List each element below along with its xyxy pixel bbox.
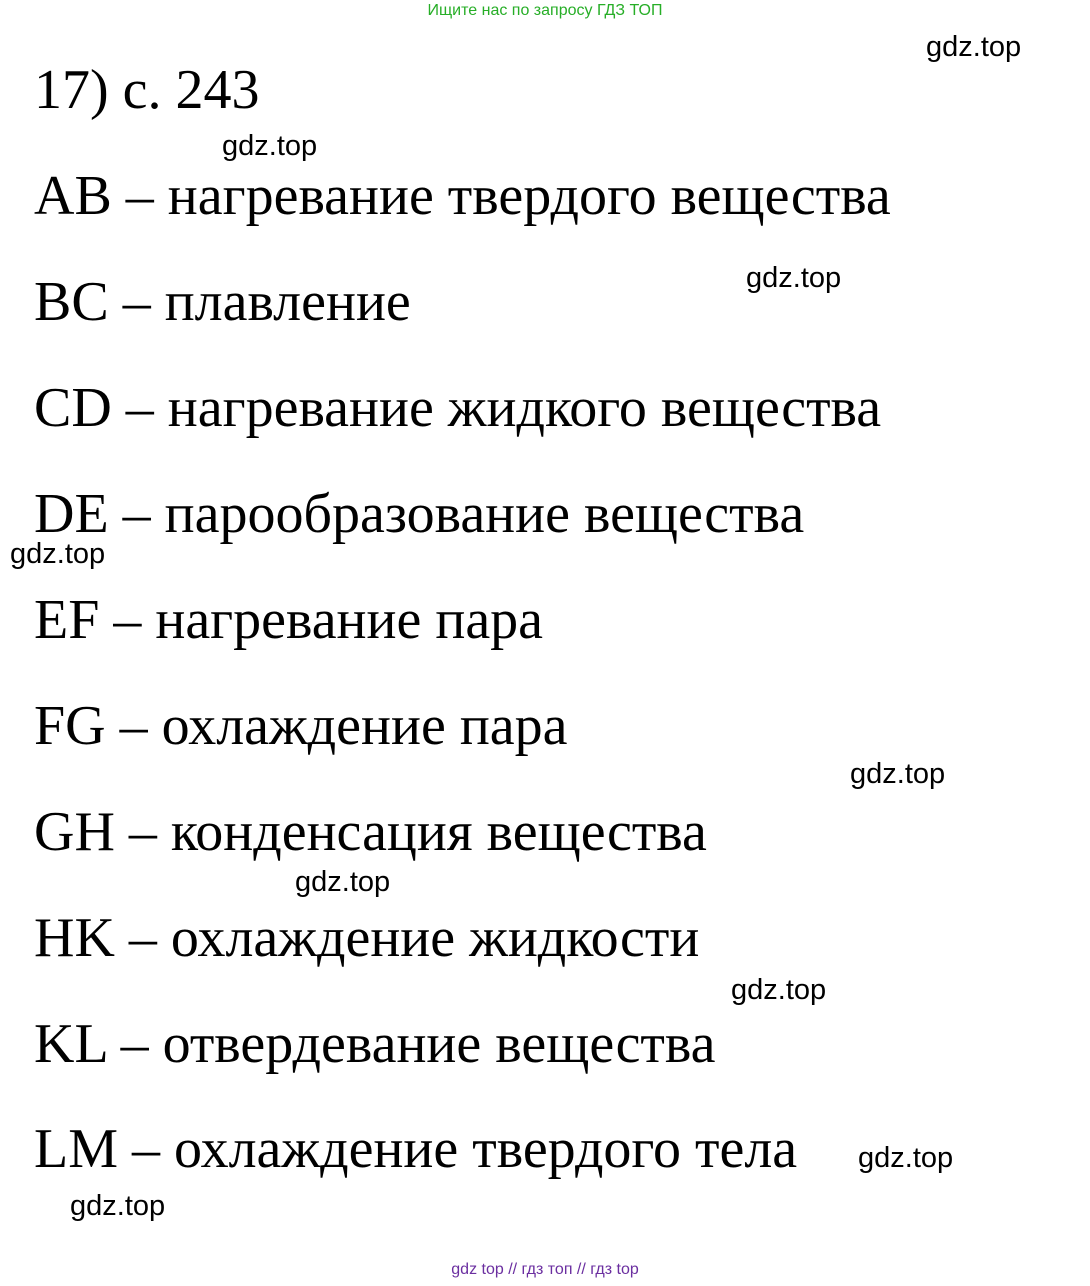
footer-links[interactable]: gdz top // гдз топ // гдз top <box>451 1261 639 1278</box>
answer-line-gh: GH – конденсация вещества <box>34 801 707 863</box>
answer-line-ef: EF – нагревание пара <box>34 589 544 651</box>
watermark: gdz.top <box>858 1142 954 1174</box>
answer-line-cd: CD – нагревание жидкого вещества <box>34 377 882 439</box>
answer-line-ab: AB – нагревание твердого вещества <box>34 165 891 227</box>
watermark: gdz.top <box>295 866 391 898</box>
watermark: gdz.top <box>746 262 842 294</box>
answer-line-fg: FG – охлаждение пара <box>34 695 568 757</box>
watermark: gdz.top <box>70 1190 166 1222</box>
watermark: gdz.top <box>10 538 106 570</box>
watermark: gdz.top <box>926 31 1022 63</box>
watermark: gdz.top <box>731 974 827 1006</box>
watermark: gdz.top <box>222 130 318 162</box>
watermark: gdz.top <box>850 758 946 790</box>
answer-line-bc: BC – плавление <box>34 271 411 333</box>
top-banner: Ищите нас по запросу ГДЗ ТОП <box>427 2 663 19</box>
answer-line-lm: LM – охлаждение твердого тела <box>34 1118 798 1180</box>
exercise-heading: 17) с. 243 <box>34 59 260 121</box>
answer-line-de: DE – парообразование вещества <box>34 483 805 545</box>
answer-line-kl: KL – отвердевание вещества <box>34 1013 716 1075</box>
answer-line-hk: HK – охлаждение жидкости <box>34 907 700 969</box>
